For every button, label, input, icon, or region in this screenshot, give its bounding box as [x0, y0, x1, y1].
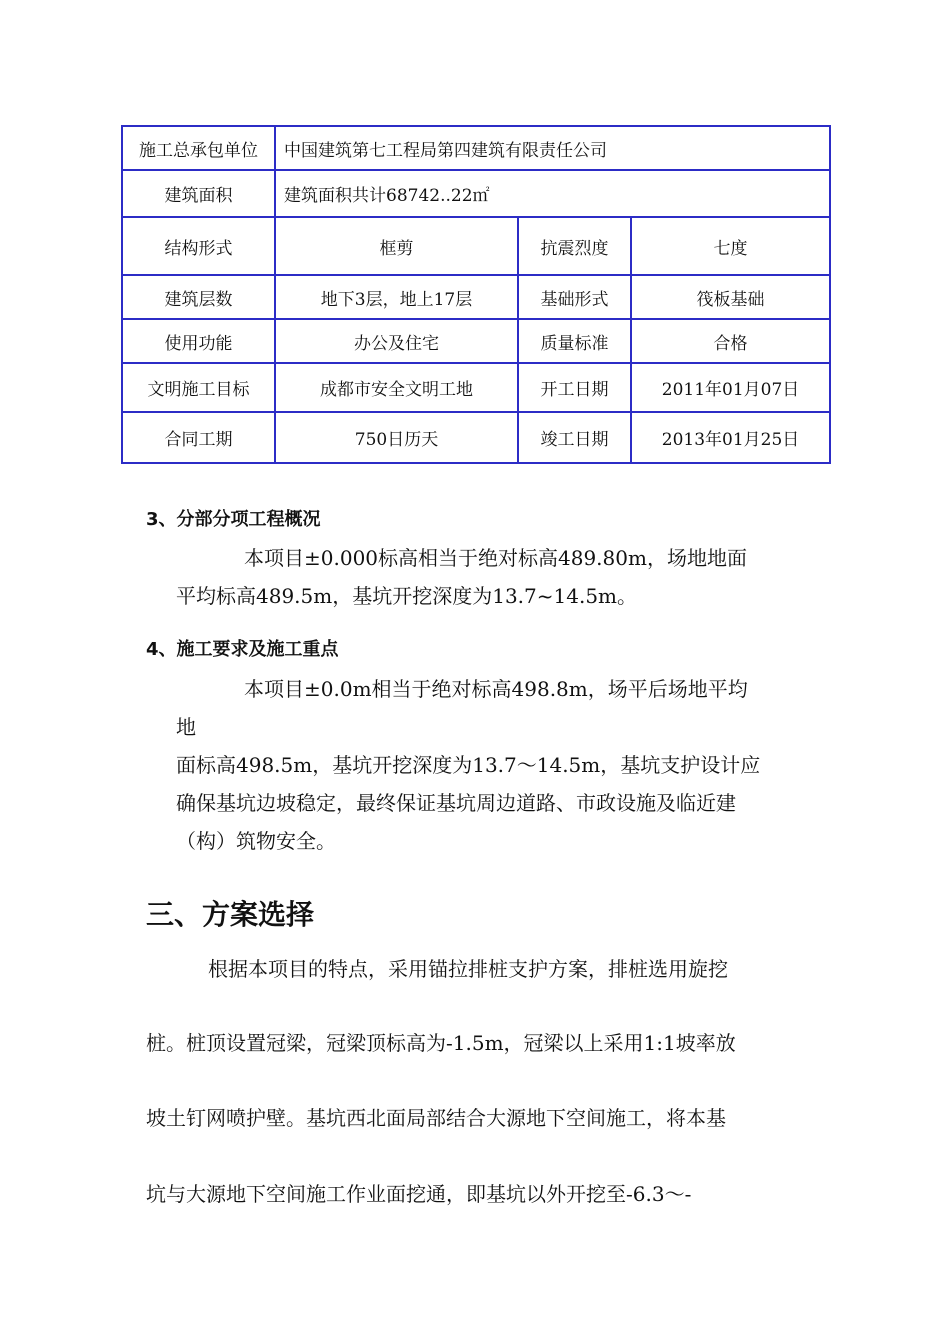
chapter3-line: 桩。桩顶设置冠梁，冠梁顶标高为-1.5m，冠梁以上采用1:1坡率放 [146, 1031, 736, 1055]
value-start-date: 2011年01月07日 [631, 363, 830, 412]
label-contractor: 施工总承包单位 [122, 126, 275, 170]
project-info-table [121, 125, 831, 464]
chapter3-heading: 三、方案选择 [146, 898, 315, 931]
table-row [122, 126, 830, 170]
value-building-area: 建筑面积共计68742..22㎡ [275, 170, 830, 217]
section4-line: 面标高498.5m，基坑开挖深度为13.7～14.5m，基坑支护设计应 [176, 753, 761, 777]
chapter3-line: 根据本项目的特点，采用锚拉排桩支护方案，排桩选用旋挖 [208, 957, 728, 981]
table-row [122, 319, 830, 363]
section3-line: 平均标高489.5m，基坑开挖深度为13.7~14.5m。 [176, 584, 638, 608]
label-foundation: 基础形式 [518, 275, 631, 319]
label-seismic: 抗震烈度 [518, 217, 631, 275]
value-structure: 框剪 [275, 217, 518, 275]
label-function: 使用功能 [122, 319, 275, 363]
table-row [122, 275, 830, 319]
table-row [122, 170, 830, 217]
chapter3-line: 坑与大源地下空间施工作业面挖通，即基坑以外开挖至-6.3～- [146, 1182, 692, 1206]
value-contractor: 中国建筑第七工程局第四建筑有限责任公司 [275, 126, 830, 170]
label-quality: 质量标准 [518, 319, 631, 363]
section3-heading: 3、分部分项工程概况 [146, 509, 321, 530]
label-end-date: 竣工日期 [518, 412, 631, 463]
value-end-date: 2013年01月25日 [631, 412, 830, 463]
section3-paragraph [176, 539, 747, 615]
value-civil-target: 成都市安全文明工地 [275, 363, 518, 412]
label-start-date: 开工日期 [518, 363, 631, 412]
section4-line: 本项目±0.0m相当于绝对标高498.8m，场平后场地平均 [244, 677, 748, 701]
value-contract-period: 750日历天 [275, 412, 518, 463]
label-building-area: 建筑面积 [122, 170, 275, 217]
value-foundation: 筏板基础 [631, 275, 830, 319]
value-seismic: 七度 [631, 217, 830, 275]
section3-line: 本项目±0.000标高相当于绝对标高489.80m，场地地面 [244, 546, 747, 570]
section4-line: 确保基坑边坡稳定，最终保证基坑周边道路、市政设施及临近建 [176, 791, 736, 815]
value-function: 办公及住宅 [275, 319, 518, 363]
label-contract-period: 合同工期 [122, 412, 275, 463]
label-structure: 结构形式 [122, 217, 275, 275]
section4-paragraph [176, 670, 760, 860]
value-quality: 合格 [631, 319, 830, 363]
section4-heading: 4、施工要求及施工重点 [146, 639, 339, 660]
label-floors: 建筑层数 [122, 275, 275, 319]
section4-line: （构）筑物安全。 [176, 829, 336, 853]
table-row [122, 217, 830, 275]
value-floors: 地下3层，地上17层 [275, 275, 518, 319]
table-row [122, 412, 830, 463]
section4-line: 地 [176, 715, 196, 739]
chapter3-line: 坡土钉网喷护壁。基坑西北面局部结合大源地下空间施工，将本基 [146, 1106, 726, 1130]
table-row [122, 363, 830, 412]
label-civil-target: 文明施工目标 [122, 363, 275, 412]
